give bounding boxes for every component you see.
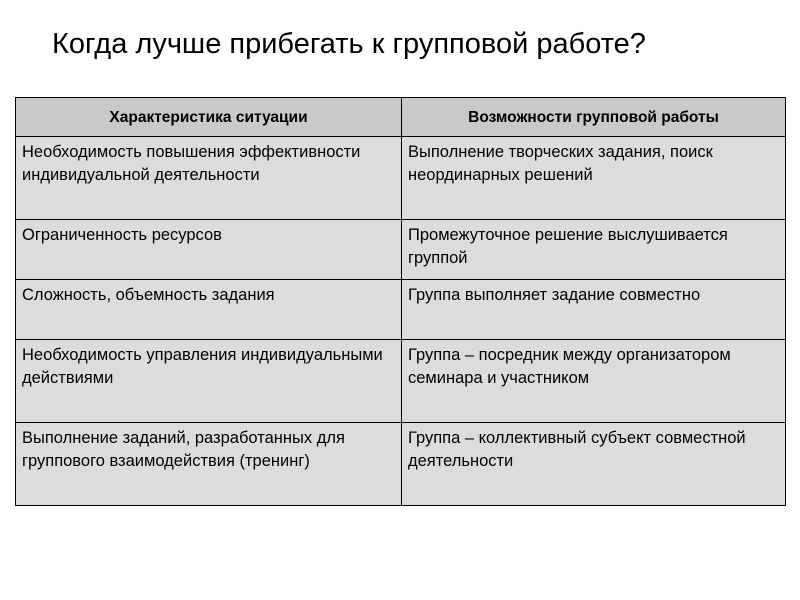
situation-cell: Необходимость повышения эффективности индивидуальной деятельности: [16, 137, 402, 220]
situation-cell: Сложность, объемность задания: [16, 280, 402, 340]
table-row: [16, 137, 786, 220]
table-header-row: [16, 98, 786, 137]
situation-cell: Выполнение заданий, разработанных для группового взаимодействия (тренинг): [16, 423, 402, 506]
slide-title: Когда лучше прибегать к групповой работе?: [52, 28, 646, 60]
possibility-cell: Выполнение творческих задания, поиск неординарных решений: [402, 137, 786, 220]
possibility-cell: Промежуточное решение выслушивается группой: [402, 220, 786, 280]
table-row: [16, 423, 786, 506]
comparison-table-container: [15, 97, 785, 506]
column-header-situation: Характеристика ситуации: [16, 98, 402, 137]
possibility-cell: Группа выполняет задание совместно: [402, 280, 786, 340]
situation-cell: Ограниченность ресурсов: [16, 220, 402, 280]
situation-cell: Необходимость управления индивидуальными действиями: [16, 340, 402, 423]
table-row: [16, 220, 786, 280]
table-row: [16, 340, 786, 423]
column-header-possibilities: Возможности групповой работы: [402, 98, 786, 137]
possibility-cell: Группа – посредник между организатором семинара и участником: [402, 340, 786, 423]
comparison-table: [15, 97, 786, 506]
table-row: [16, 280, 786, 340]
possibility-cell: Группа – коллективный субъект совместной деятельности: [402, 423, 786, 506]
